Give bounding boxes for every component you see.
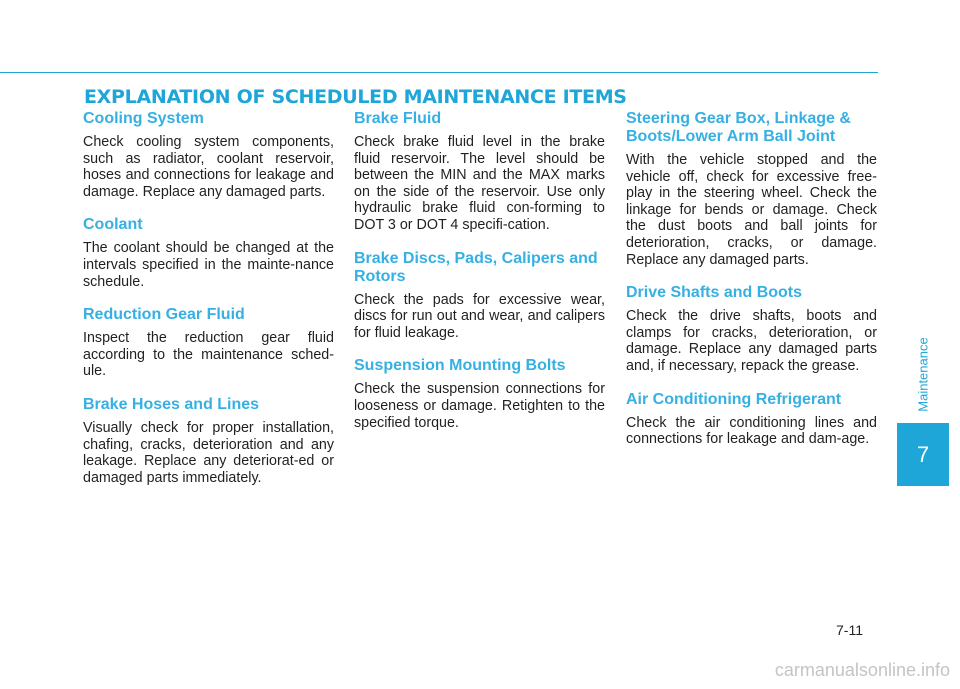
- section-reduction-gear-fluid: [83, 306, 334, 380]
- section-body: Check the air conditioning lines and connections for leakage and dam-age.: [626, 414, 877, 448]
- page-number: 7-11: [836, 622, 863, 638]
- content-column-1: [83, 110, 334, 502]
- section-brake-fluid: [354, 110, 605, 234]
- section-title: Brake Hoses and Lines: [83, 395, 260, 413]
- section-body: Inspect the reduction gear fluid according to the maintenance sched-ule.: [83, 330, 334, 380]
- section-body: Check the pads for excessive wear, discs for run out and wear, and calipers for fluid leakage.: [354, 291, 605, 341]
- section-body: Visually check for proper installation, chafing, cracks, deterioration and any leakage. Replace any deteriorat-ed or damaged parts immediately.: [83, 419, 334, 486]
- section-title: Steering Gear Box, Linkage & Boots/Lower Arm Ball Joint: [626, 110, 851, 145]
- section-title: Brake Discs, Pads, Calipers and Rotors: [354, 249, 598, 285]
- section-title: Reduction Gear Fluid: [83, 306, 245, 324]
- section-title: Coolant: [83, 216, 143, 234]
- section-body: Check brake fluid level in the brake fluid reservoir. The level should be between the MIN and the MAX marks on the side of the reservoir. Use only hydraulic brake fluid con-forming to DOT 3 or DOT 4 specifi-cation.: [354, 134, 605, 233]
- section-title: Air Conditioning Refrigerant: [626, 390, 842, 408]
- section-drive-shafts-and-boots: [626, 284, 877, 374]
- section-body: Check the drive shafts, boots and clamps for cracks, deterioration, or damage. Replace any damaged parts and, if necessary, repack the grease.: [626, 308, 877, 374]
- section-coolant: [83, 216, 334, 290]
- section-body: With the vehicle stopped and the vehicle off, check for excessive free-play in the steering wheel. Check the linkage for bends or damage. Check the dust boots and ball joints for deterioration, cracks, or damage. Replace any damaged parts.: [626, 152, 877, 268]
- chapter-number-tab: 7: [897, 423, 949, 486]
- content-column-2: [354, 110, 605, 447]
- chapter-label-text: Maintenance: [915, 336, 931, 412]
- section-cooling-system: [83, 110, 334, 200]
- section-body: The coolant should be changed at the intervals specified in the mainte-nance schedule.: [83, 240, 334, 290]
- section-title: Cooling System: [83, 110, 204, 127]
- section-suspension-mounting-bolts: [354, 357, 605, 431]
- chapter-side-label: [897, 330, 949, 418]
- section-body: Check cooling system components, such as radiator, coolant reservoir, hoses and connections for leakage and damage. Replace any damaged parts.: [83, 134, 334, 200]
- section-air-conditioning-refrigerant: [626, 391, 877, 448]
- watermark-text: carmanualsonline.info: [774, 660, 950, 680]
- top-divider-rule: [0, 72, 878, 73]
- section-steering-gear-box: [626, 110, 877, 268]
- section-brake-hoses-and-lines: [83, 396, 334, 486]
- section-brake-discs-pads: [354, 250, 605, 342]
- section-title: Suspension Mounting Bolts: [354, 357, 566, 375]
- section-title: Brake Fluid: [354, 110, 442, 127]
- content-column-3: [626, 110, 877, 464]
- page-title: EXPLANATION OF SCHEDULED MAINTENANCE ITEMS: [84, 86, 627, 108]
- section-title: Drive Shafts and Boots: [626, 284, 803, 302]
- section-body: Check the suspension connections for looseness or damage. Retighten to the specified torque.: [354, 381, 605, 431]
